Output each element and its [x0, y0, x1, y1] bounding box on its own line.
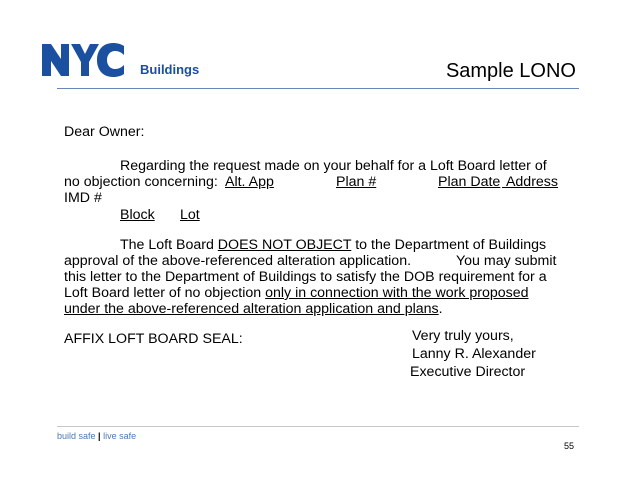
paragraph-request	[64, 158, 579, 223]
tagline-build-safe: build safe	[57, 431, 96, 441]
tagline-live-safe: live safe	[103, 431, 137, 441]
field-block: Block	[120, 207, 155, 223]
field-address-label: Address	[505, 174, 558, 190]
p2-text-i: under the above-referenced alteration application and plans	[64, 301, 439, 317]
logo-subtext: Buildings	[140, 62, 200, 77]
p1-line1: Regarding the request made on your behalf for a Loft Board letter of	[120, 158, 547, 174]
p2-text-e: You may submit	[456, 253, 557, 269]
p2-text-g: Loft Board letter of no objection	[64, 285, 266, 301]
p2-text-h: only in connection with the work proposed	[265, 285, 529, 301]
does-not-object-text: DOES NOT OBJECT	[217, 237, 352, 253]
nyc-buildings-logo	[40, 36, 220, 86]
p2-text-a: The Loft Board	[120, 237, 218, 253]
field-imd: IMD #	[64, 190, 102, 206]
p2-line1	[120, 237, 546, 253]
field-lot: Lot	[180, 207, 200, 223]
p2-text-f: this letter to the Department of Buildings to satisfy the DOB requirement for a	[64, 269, 547, 285]
signatory-title: Executive Director	[410, 364, 526, 380]
affix-seal-label: AFFIX LOFT BOARD SEAL:	[64, 331, 243, 347]
p2-line4	[64, 285, 529, 301]
p2-line5	[64, 301, 443, 317]
p2-text-d: approval of the above-referenced alteration application.	[64, 253, 412, 269]
p2-text-c: to the Department of Buildings	[351, 237, 547, 253]
field-alt-app: Alt. App	[225, 174, 274, 190]
salutation: Dear Owner:	[64, 124, 145, 140]
page-number: 55	[563, 441, 574, 451]
signature-block	[412, 327, 536, 381]
page-title: Sample LONO	[445, 60, 576, 82]
tagline-separator: |	[98, 431, 101, 441]
valediction: Very truly yours,	[412, 328, 514, 344]
p1-line2-prefix: no objection concerning:	[64, 174, 218, 190]
paragraph-no-objection	[64, 237, 579, 317]
field-plan-number: Plan #	[336, 174, 377, 190]
title-divider	[57, 88, 579, 89]
signatory-name: Lanny R. Alexander	[412, 346, 536, 362]
footer-tagline	[57, 431, 136, 441]
field-address	[502, 174, 562, 190]
field-plan-date: Plan Date	[438, 174, 501, 190]
nyc-logo-mark	[40, 36, 150, 84]
p2-text-j: .	[438, 301, 443, 317]
footer-divider	[57, 426, 579, 427]
